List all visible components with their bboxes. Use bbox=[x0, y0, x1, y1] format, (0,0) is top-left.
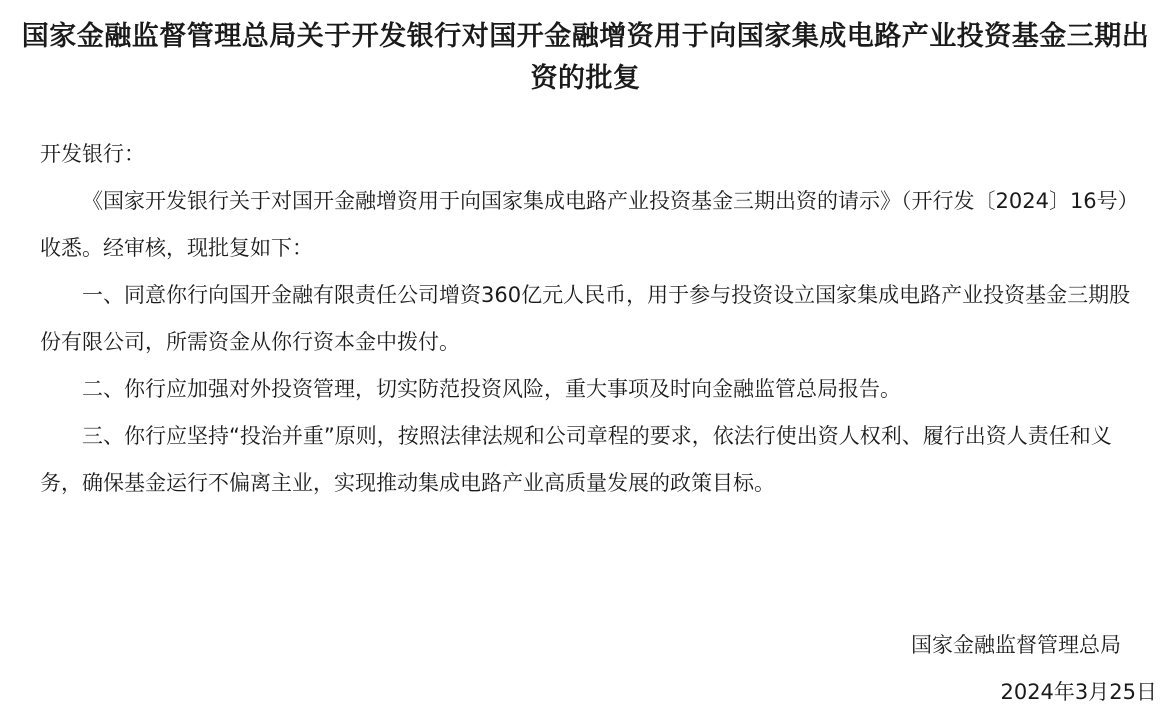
document-body bbox=[40, 178, 1140, 507]
document-title: 国家金融监督管理总局关于开发银行对国开金融增资用于向国家集成电路产业投资基金三期出资的批复 bbox=[21, 21, 1150, 94]
signoff-block bbox=[911, 622, 1157, 716]
issue-date: 2024年3月25日 bbox=[1000, 680, 1157, 704]
issuer-name: 国家金融监督管理总局 bbox=[911, 633, 1121, 657]
paragraph-item-three: 三、你行应坚持“投治并重”原则，按照法律法规和公司章程的要求，依法行使出资人权利、履行出资人责任和义务，确保基金运行不偏离主业，实现推动集成电路产业高质量发展的政策目标。 bbox=[40, 424, 1112, 495]
paragraph-request-reference: 《国家开发银行关于对国开金融增资用于向国家集成电路产业投资基金三期出资的请示》（开行发〔2024〕16号）收悉。经审核，现批复如下： bbox=[40, 189, 1139, 260]
paragraph-item-one: 一、同意你行向国开金融有限责任公司增资360亿元人民币，用于参与投资设立国家集成电路产业投资基金三期股份有限公司，所需资金从你行资本金中拨付。 bbox=[40, 283, 1131, 354]
paragraph-item-two: 二、你行应加强对外投资管理，切实防范投资风险，重大事项及时向金融监管总局报告。 bbox=[82, 377, 901, 401]
salutation: 开发银行： bbox=[40, 142, 145, 166]
